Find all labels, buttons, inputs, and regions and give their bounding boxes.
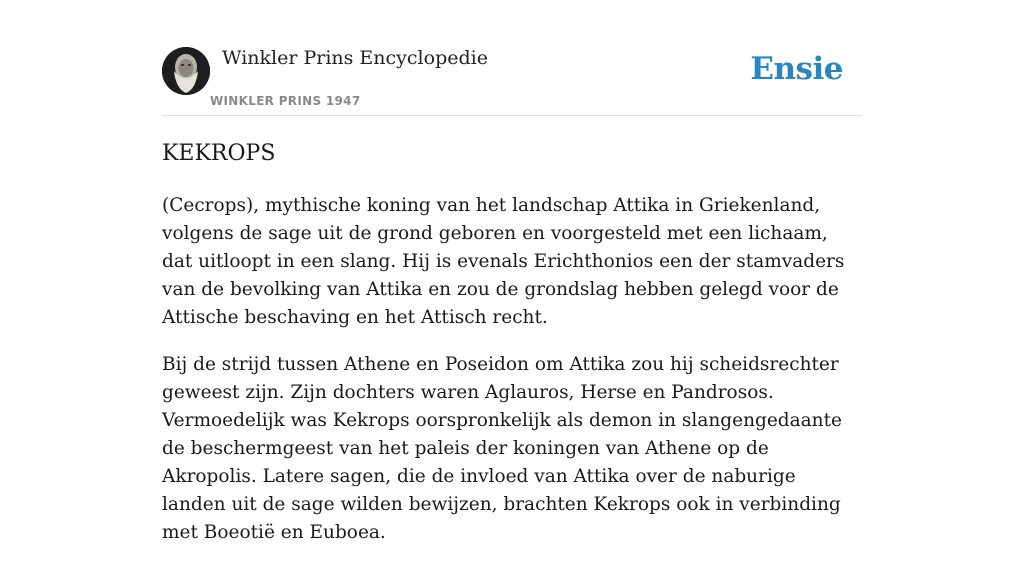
source-header [162, 44, 862, 116]
author-avatar[interactable] [162, 47, 210, 95]
article-paragraph: Bij de strijd tussen Athene en Poseidon om Attika zou hij scheidsrechter geweest zijn. Zijn dochters waren Aglauros, Herse en Pandrosos. Vermoedelijk was Kekrops oorspronkelijk als demon in slangengedaante de beschermgeest van het paleis der koningen van Athene op de Akropolis. Latere sagen, die de invloed van Attika over de naburige landen uit de sage wilden bewijzen, brachten Kekrops ook in verbinding met Boeotië en Euboea. [162, 354, 842, 543]
source-title[interactable]: Winkler Prins Encyclopedie [222, 47, 488, 69]
ensie-logo[interactable]: Ensie [750, 51, 843, 87]
bearded-man-portrait-icon [162, 47, 210, 95]
article-title: KEKROPS [162, 141, 276, 166]
article-body [162, 192, 862, 566]
article-paragraph: (Cecrops), mythische koning van het landschap Attika in Griekenland, volgens de sage uit de grond geboren en voorgesteld met een lichaam, dat uitloopt in een slang. Hij is evenals Erichthonios een der stamvaders van de bevolking van Attika en zou de grondslag hebben gelegd voor de Attische beschaving en het Attisch recht. [162, 195, 845, 328]
source-edition: WINKLER PRINS 1947 [210, 94, 361, 108]
